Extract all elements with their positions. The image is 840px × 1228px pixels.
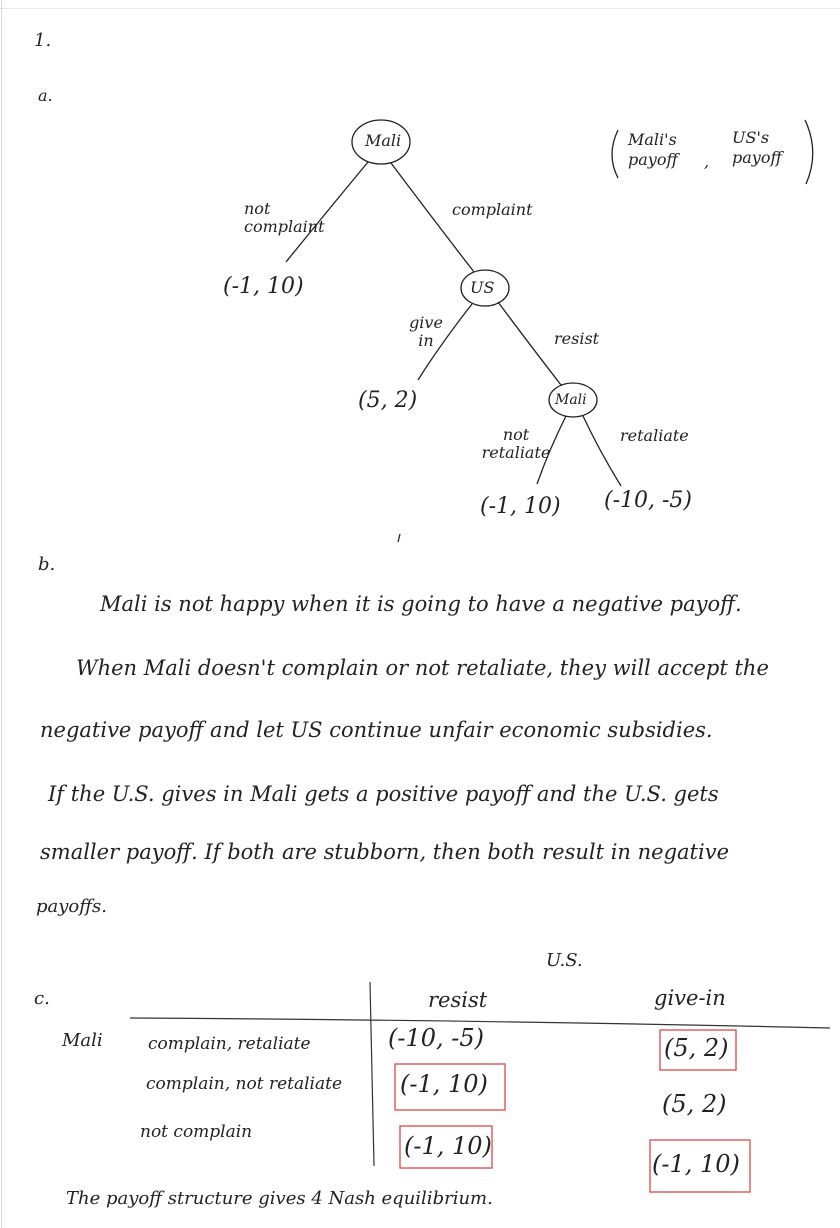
legend-mali-payoff: Mali's payoff: [628, 130, 678, 169]
table-column-divider: [370, 982, 374, 1166]
part-b-line-2: When Mali doesn't complain or not retaliate, they will accept the: [76, 656, 769, 680]
branch-not-complaint-label: not complaint: [244, 199, 325, 236]
part-a-label: a.: [38, 86, 53, 105]
part-b-line-4: If the U.S. gives in Mali gets a positive payoff and the U.S. gets: [48, 782, 719, 806]
part-b-line-6: payoffs.: [36, 896, 107, 917]
cell-r3-give-in: (-1, 10): [652, 1150, 740, 1178]
root-node-label: Mali: [365, 131, 402, 150]
row-player-label: Mali: [62, 1030, 103, 1051]
cell-r2-give-in: (5, 2): [662, 1090, 727, 1118]
payoff-retaliate: (-10, -5): [604, 488, 693, 513]
column-header-give-in: give-in: [654, 986, 726, 1010]
part-b-line-3: negative payoff and let US continue unfair economic subsidies.: [40, 718, 713, 742]
cell-r1-give-in: (5, 2): [664, 1034, 729, 1062]
branch-retaliate-label: retaliate: [620, 426, 689, 445]
part-b-line-1: Mali is not happy when it is going to have a negative payoff.: [100, 592, 742, 616]
row-label-complain-not-retaliate: complain, not retaliate: [146, 1074, 342, 1094]
part-b-label: b.: [38, 554, 56, 575]
question-number: 1.: [34, 30, 52, 51]
cell-r2-resist: (-1, 10): [400, 1070, 488, 1098]
legend-close-paren: [805, 120, 813, 184]
nash-conclusion: The payoff structure gives 4 Nash equilibrium.: [66, 1188, 493, 1209]
branch-retaliate-line: [583, 416, 621, 486]
game-tree-diagram: [0, 0, 840, 560]
payoff-give-in: (5, 2): [358, 388, 418, 413]
branch-resist-line: [498, 302, 561, 385]
row-label-complain-retaliate: complain, retaliate: [148, 1034, 311, 1054]
legend-open-paren: [612, 130, 618, 178]
column-player-label: U.S.: [546, 950, 583, 971]
branch-give-in-label: give in: [409, 313, 443, 350]
part-b-line-5: smaller payoff. If both are stubborn, then both result in negative: [40, 840, 729, 864]
cell-r3-resist: (-1, 10): [404, 1132, 492, 1160]
branch-complaint-label: complaint: [452, 200, 533, 219]
branch-resist-label: resist: [554, 329, 600, 348]
legend-us-payoff: US's payoff: [732, 128, 782, 167]
part-c-label: c.: [34, 988, 50, 1009]
legend-separator: ,: [704, 152, 710, 171]
cell-r1-resist: (-10, -5): [388, 1024, 485, 1052]
mali-node2-label: Mali: [555, 392, 587, 408]
row-label-not-complain: not complain: [140, 1122, 253, 1142]
stray-mark: [398, 534, 400, 542]
column-header-resist: resist: [428, 988, 488, 1012]
us-node-label: US: [470, 278, 495, 297]
branch-not-retaliate-label: not retaliate: [481, 425, 551, 462]
payoff-not-retaliate: (-1, 10): [480, 494, 561, 519]
payoff-not-complaint: (-1, 10): [223, 274, 304, 299]
